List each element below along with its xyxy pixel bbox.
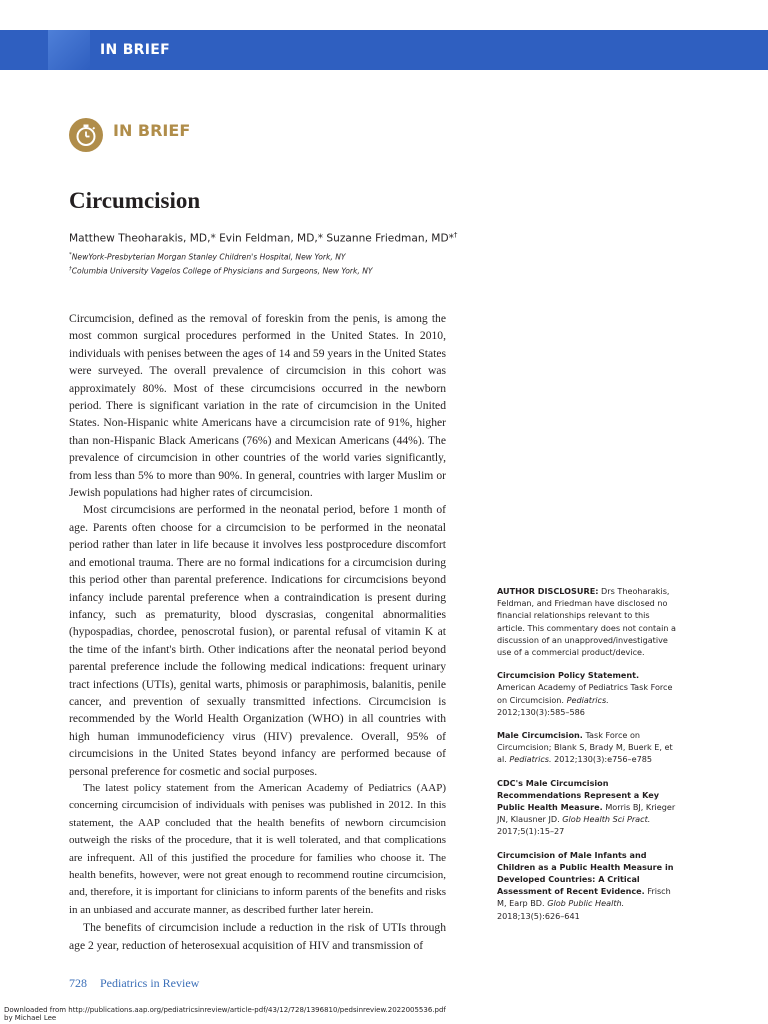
reference-journal: Glob Health Sci Pract. bbox=[562, 814, 651, 825]
reference-authors: Frisch M, Earp BD. bbox=[497, 886, 671, 909]
article-body bbox=[69, 310, 446, 954]
download-notice bbox=[4, 1006, 446, 1022]
reference-citation: 2012;130(3):e756–e785 bbox=[554, 754, 653, 765]
affiliation-1-mark: * bbox=[69, 252, 72, 258]
reference-citation: 2018;13(5):626–641 bbox=[497, 910, 580, 921]
reference-journal: Pediatrics. bbox=[566, 694, 609, 705]
sidebar-references bbox=[497, 585, 677, 933]
reference-item[interactable] bbox=[497, 849, 677, 922]
page-number: 728 bbox=[69, 976, 87, 990]
affiliation-1 bbox=[69, 252, 346, 262]
reference-title: Circumcision of Male Infants and Children as a Public Health Measure in Developed Countries: A Critical Assessment of Recent Evidence. bbox=[497, 849, 674, 897]
reference-authors: Morris BJ, Krieger JN, Klausner JD. bbox=[497, 802, 676, 825]
reference-item[interactable] bbox=[497, 777, 677, 838]
reference-item[interactable] bbox=[497, 669, 677, 718]
reference-authors: Task Force on Circumcision; Blank S, Brady M, Buerk E, et al. bbox=[497, 730, 673, 765]
disclosure-heading: AUTHOR DISCLOSURE: bbox=[497, 586, 599, 596]
reference-item[interactable] bbox=[497, 729, 677, 766]
reference-title: Circumcision Policy Statement. bbox=[497, 670, 640, 681]
section-header-label: IN BRIEF bbox=[100, 42, 170, 58]
author-list bbox=[69, 231, 457, 245]
reference-authors: American Academy of Pediatrics Task Force on Circumcision. bbox=[497, 682, 673, 705]
affiliation-2-mark: † bbox=[69, 266, 72, 272]
author-names: Matthew Theoharakis, MD,* Evin Feldman, MD,* Suzanne Friedman, MD* bbox=[69, 232, 454, 245]
affiliation-1-text: NewYork-Presbyterian Morgan Stanley Children's Hospital, New York, NY bbox=[71, 252, 346, 262]
reference-journal: Pediatrics. bbox=[509, 754, 552, 765]
journal-name: Pediatrics in Review bbox=[100, 976, 200, 990]
reference-title: Male Circumcision. bbox=[497, 730, 583, 741]
body-paragraph-2: Most circumcisions are performed in the neonatal period, before 1 month of age. Parents often choose for a circumcision to be performed in the neonatal period rather than later in life because it involves less postprocedure discomfort and emotional trauma. There are no formal indications for a circumcision during this period other than parental preference. Indications for circumcisions beyond infancy include parental preference when a contraindication is present during infancy, such as prematurity, blood dyscrasias, congenital abnormalities (hypospadias, chordee, penoscrotal fusion), or parental refusal of vitamin K at the time of the infant's birth. Other indications after the neonatal period beyond parental preference include the following medical indications: frequent urinary tract infections (UTIs), genital warts, phimosis or paraphimosis, balanitis, penile cancer, and prevention of sexually transmitted infections. Circumcision is recommended by the World Health Organization (WHO) in all countries with high human immunodeficiency virus (HIV) prevalence. Overall, 95% of circumcisions in the United States beyond infancy are performed because of personal preference for cosmetic and social purposes. bbox=[69, 503, 446, 778]
download-url[interactable]: Downloaded from http://publications.aap.org/pediatricsinreview/article-pdf/43/12/728/1396810/pedsinreview.2022005536.pdf bbox=[4, 1006, 446, 1014]
author-dagger-mark: † bbox=[453, 231, 458, 239]
download-user: by Michael Lee bbox=[4, 1014, 57, 1022]
header-accent-block bbox=[48, 30, 90, 70]
section-header-bar bbox=[0, 30, 768, 70]
reference-title: CDC's Male Circumcision Recommendations Represent a Key Public Health Measure. bbox=[497, 777, 659, 813]
page-footer bbox=[69, 976, 199, 991]
body-paragraph-3: The latest policy statement from the American Academy of Pediatrics (AAP) concerning circumcision of individuals with penises was published in 2012. In this statement, the AAP concluded that the health benefits of newborn circumcision outweigh the risks of the procedure, that it is well tolerated, and that complications are infrequent. All of this justified the procedure for families who choose it. The health benefits, however, were not great enough to recommend routine circumcision, and, therefore, it is important for clinicians to inform parents of the benefits and risks in an unbiased and accurate manner, as described further later herein. bbox=[69, 781, 446, 916]
author-disclosure bbox=[497, 585, 677, 658]
affiliation-2-text: Columbia University Vagelos College of Physicians and Surgeons, New York, NY bbox=[71, 266, 373, 276]
disclosure-text: Drs Theoharakis, Feldman, and Friedman have disclosed no financial relationships relevant to this article. This commentary does not contain a discussion of an unapproved/investigative use of a commercial product/device. bbox=[497, 586, 677, 658]
reference-journal: Glob Public Health. bbox=[547, 898, 625, 909]
stopwatch-icon bbox=[69, 118, 103, 152]
body-paragraph-1: Circumcision, defined as the removal of foreskin from the penis, is among the most common surgical procedures performed in the United States. In 2010, individuals with penises between the ages of 14 and 59 years in the United States were surveyed. The overall prevalence of circumcision in this cohort was approximately 80%. Most of these circumcisions occurred in the newborn period. There is significant variation in the rate of circumcision in the United States. Non-Hispanic white Americans have a circumcision rate of 91%, higher than non-Hispanic Black Americans (76%) and Mexican Americans (44%). The prevalence of circumcision in other countries of the world varies significantly, from less than 5% to more than 90%. In general, countries with larger Muslim or Jewish populations had higher rates of circumcision. bbox=[69, 312, 446, 500]
reference-citation: 2012;130(3):585–586 bbox=[497, 706, 585, 717]
reference-citation: 2017;5(1):15–27 bbox=[497, 826, 565, 837]
article-title: Circumcision bbox=[69, 188, 201, 213]
body-paragraph-4: The benefits of circumcision include a reduction in the risk of UTIs through age 2 year, reduction of heterosexual acquisition of HIV and transmission of bbox=[69, 921, 446, 952]
in-brief-label: IN BRIEF bbox=[113, 121, 191, 140]
affiliation-2 bbox=[69, 266, 373, 276]
